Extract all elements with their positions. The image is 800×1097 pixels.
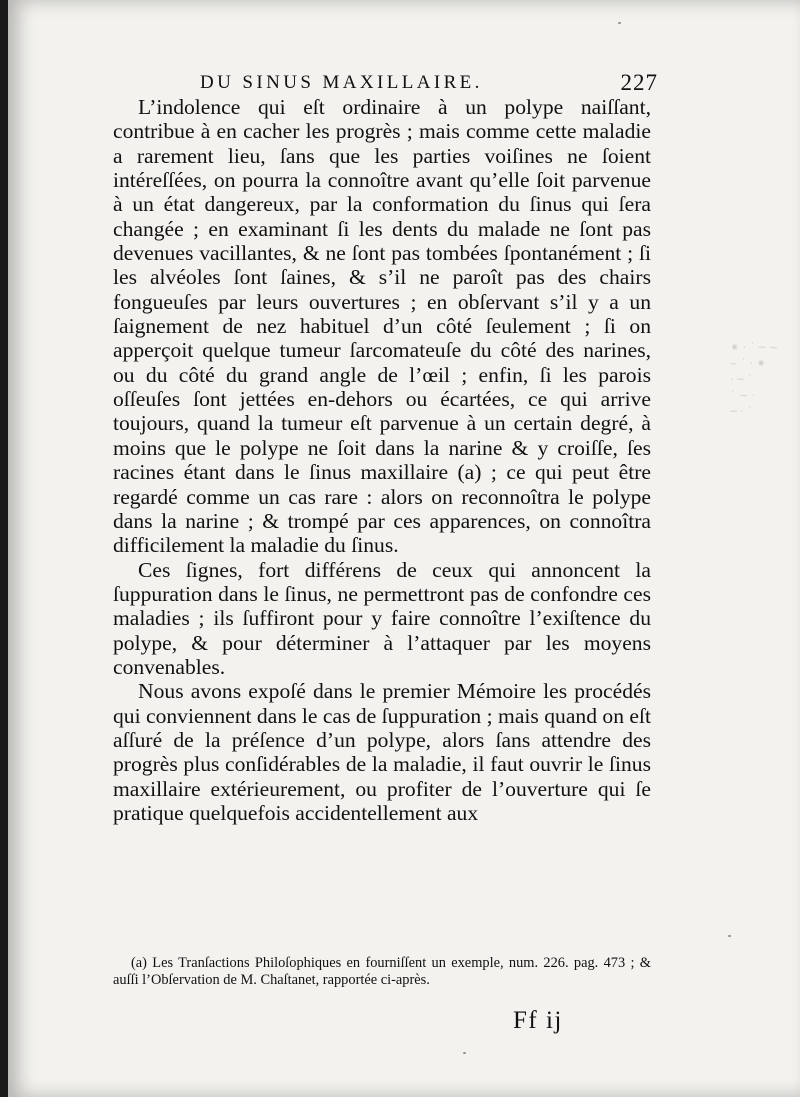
- page-number: 227: [620, 70, 658, 95]
- print-speck: [463, 1052, 466, 1054]
- show-through-text: ⁕ · ˙ ─ ∼ ‒ ˙ · ⁕ · ─ ˙ ˙ ∼ · ─ · ˙: [730, 341, 779, 418]
- signature-mark: Ff ij: [513, 1007, 563, 1034]
- paragraph: Ces ſignes, fort différens de ceux qui annoncent la ſuppuration dans le ſinus, ne permettront pas de confondre ces maladies ; ils ſuffiront pour y faire connoître l’exiſtence du polype, & pour déterminer à l’attaquer par les moyens convenables.: [113, 557, 651, 679]
- paragraph: L’indolence qui eſt ordinaire à un polype naiſſant, contribue à en cacher les progrès ; mais comme cette maladie a rarement lieu, ſans que les parties voiſines ne ſoient intéreſſées, on pourra la connoître avant qu’elle ſoit parvenue à un état dangereux, par la conformation du ſinus qui ſera changée ; en examinant ſi les dents du malade ne ſont pas devenues vacillantes, & ne ſont pas tombées ſpontanément ; ſi les alvéoles ſont ſaines, & s’il ne paroît pas des chairs fongueuſes par leurs ouvertures ; en obſervant s’il y a un ſaignement de nez habituel d’un côté ſeulement ; ſi on apperçoit quelque tumeur ſarcomateuſe du côté des narines, ou du côté du grand angle de l’œil ; enfin, ſi les parois oſſeuſes ſont jettées en-dehors ou écartées, ce qui arrive toujours, quand la tumeur eſt parvenue à un certain degré, à moins que le polype ne ſoit dans la narine & y croiſſe, ſes racines étant dans le ſinus maxillaire (a) ; ce qui peut être regardé comme un cas rare : alors on reconnoîtra le polype dans la narine ; & trompé par ces apparences, on connoîtra difficilement la maladie du ſinus.: [113, 95, 651, 558]
- body-text: [113, 95, 651, 825]
- print-speck: [728, 935, 731, 937]
- book-page: [8, 0, 800, 1097]
- running-title: DU SINUS MAXILLAIRE.: [200, 72, 483, 93]
- footnotes: [113, 955, 651, 988]
- footnote: (a) Les Tranſactions Philoſophiques en fourniſſent un exemple, num. 226. pag. 473 ; & auſſi l’Obſervation de M. Chaſtanet, rapportée ci-après.: [113, 955, 651, 988]
- paragraph: Nous avons expoſé dans le premier Mémoire les procédés qui conviennent dans le cas de ſuppuration ; mais quand on eſt aſſuré de la préſence d’un polype, alors ſans attendre des progrès plus conſidérables de la maladie, il faut ouvrir le ſinus maxillaire extérieurement, ou profiter de l’ouverture qui ſe pratique quelquefois accidentellement aux: [113, 679, 651, 825]
- print-speck: [618, 22, 621, 24]
